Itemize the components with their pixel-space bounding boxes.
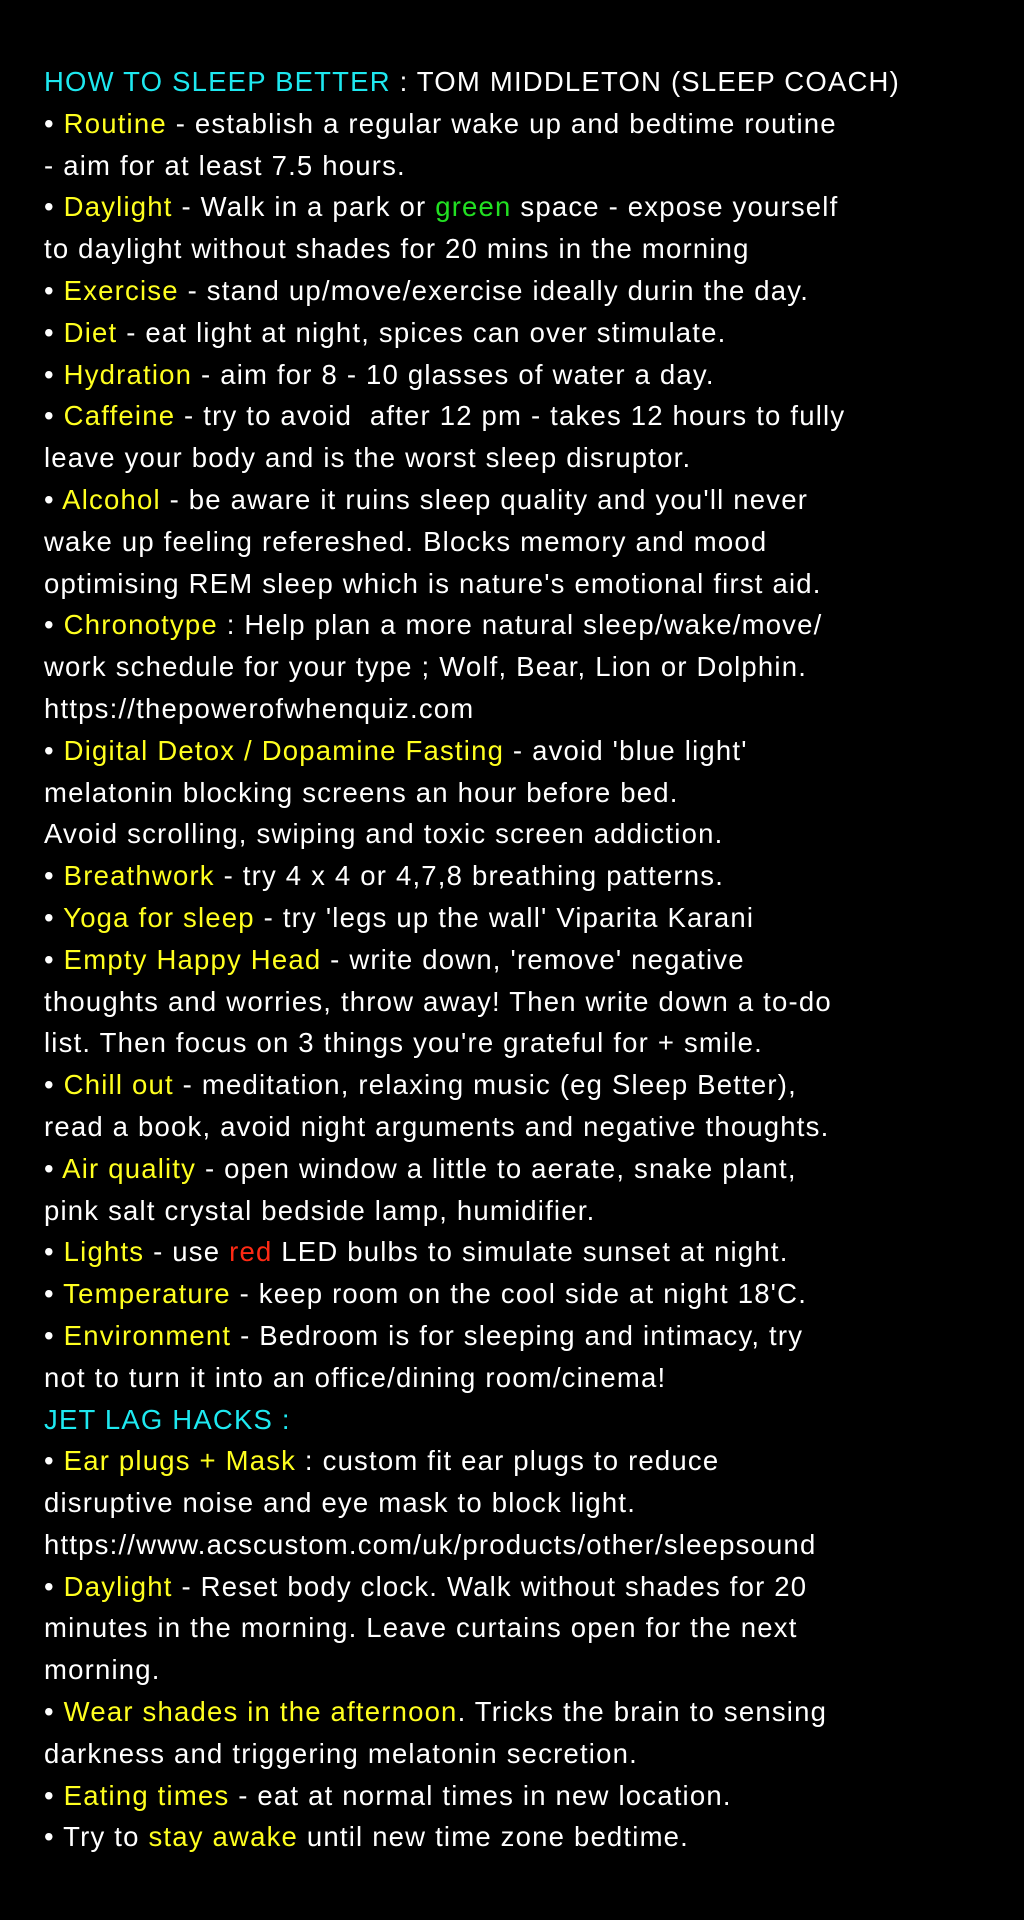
text-segment: LED bulbs to simulate sunset at night. xyxy=(272,1236,789,1268)
text-line xyxy=(44,1816,1004,1858)
text-line xyxy=(44,1315,1004,1357)
text-segment: - write down, 'remove' negative xyxy=(321,943,745,975)
text-segment: • xyxy=(44,1696,64,1728)
text-line xyxy=(44,61,1004,103)
text-segment: . Tricks the brain to sensing xyxy=(457,1696,828,1728)
text-segment: • xyxy=(44,358,64,390)
text-segment: • xyxy=(44,274,64,306)
tip-keyword: Daylight xyxy=(63,191,173,223)
tip-keyword: Chill out xyxy=(63,1069,174,1101)
text-segment: - stand up/move/exercise ideally durin the day. xyxy=(178,274,810,306)
text-line xyxy=(44,1022,1004,1064)
tip-keyword: Breathwork xyxy=(63,860,215,892)
text-line xyxy=(44,730,1004,772)
sleep-tips-document xyxy=(44,61,1004,1858)
text-segment: to daylight without shades for 20 mins in the morning xyxy=(44,233,750,265)
text-line xyxy=(44,1649,1004,1691)
section-heading: HOW TO SLEEP BETTER xyxy=(44,66,391,97)
text-segment: • xyxy=(44,943,64,975)
text-segment: space - expose yourself xyxy=(511,191,839,223)
text-line xyxy=(44,939,1004,981)
text-segment: • xyxy=(44,1570,64,1602)
text-segment: • xyxy=(44,400,64,432)
text-segment: - open window a little to aerate, snake plant, xyxy=(196,1152,797,1184)
tip-keyword: Hydration xyxy=(63,358,193,390)
text-line xyxy=(44,813,1004,855)
text-line xyxy=(44,1106,1004,1148)
text-line xyxy=(44,186,1004,228)
text-line xyxy=(44,1440,1004,1482)
text-segment: disruptive noise and eye mask to block light. xyxy=(44,1487,637,1519)
text-segment: https://www.acscustom.com/uk/products/other/sleepsound xyxy=(44,1528,817,1560)
tip-keyword: Exercise xyxy=(63,274,179,306)
text-segment: leave your body and is the worst sleep disruptor. xyxy=(44,442,692,474)
text-segment: : Help plan a more natural sleep/wake/move/ xyxy=(217,609,823,641)
text-line xyxy=(44,479,1004,521)
text-segment: • xyxy=(44,1779,64,1811)
tip-keyword: Alcohol xyxy=(62,483,161,515)
text-line xyxy=(44,604,1004,646)
text-line xyxy=(44,437,1004,479)
text-segment: • xyxy=(44,1319,64,1351)
text-segment: - be aware it ruins sleep quality and you'll never xyxy=(160,483,809,515)
text-segment: • xyxy=(44,107,64,139)
text-line xyxy=(44,1775,1004,1817)
text-segment: - Walk in a park or xyxy=(172,191,436,223)
text-segment: Avoid scrolling, swiping and toxic screen addiction. xyxy=(44,818,724,850)
text-line xyxy=(44,395,1004,437)
text-segment: work schedule for your type ; Wolf, Bear, Lion or Dolphin. xyxy=(44,651,808,683)
text-segment: • xyxy=(44,191,64,223)
text-segment: morning. xyxy=(44,1654,161,1686)
tip-keyword: Yoga for sleep xyxy=(63,901,255,933)
tip-keyword: Caffeine xyxy=(63,400,176,432)
text-line xyxy=(44,1273,1004,1315)
text-segment: - meditation, relaxing music (eg Sleep Better), xyxy=(173,1069,797,1101)
text-line xyxy=(44,1482,1004,1524)
tip-keyword: Empty Happy Head xyxy=(63,943,322,975)
tip-keyword: stay awake xyxy=(148,1821,299,1853)
tip-keyword: Wear shades in the afternoon xyxy=(63,1696,458,1728)
text-line xyxy=(44,354,1004,396)
tip-keyword: Daylight xyxy=(63,1570,173,1602)
text-line xyxy=(44,1566,1004,1608)
text-segment: - establish a regular wake up and bedtime routine xyxy=(166,107,837,139)
text-line xyxy=(44,1691,1004,1733)
text-segment: thoughts and worries, throw away! Then write down a to-do xyxy=(44,985,832,1017)
text-segment: - try 4 x 4 or 4,7,8 breathing patterns. xyxy=(214,860,725,892)
text-line xyxy=(44,1064,1004,1106)
text-line xyxy=(44,1607,1004,1649)
text-line xyxy=(44,103,1004,145)
text-line xyxy=(44,1148,1004,1190)
text-line xyxy=(44,145,1004,187)
text-line xyxy=(44,1190,1004,1232)
highlight-green-word: green xyxy=(435,191,512,223)
text-segment: until new time zone bedtime. xyxy=(298,1821,690,1853)
text-segment: • xyxy=(44,734,64,766)
text-segment: • xyxy=(44,1152,63,1184)
text-segment: • xyxy=(44,609,64,641)
text-segment: minutes in the morning. Leave curtains open for the next xyxy=(44,1612,798,1644)
text-line xyxy=(44,563,1004,605)
text-segment: - try to avoid after 12 pm - takes 12 hours to fully xyxy=(175,400,846,432)
text-line xyxy=(44,772,1004,814)
text-segment: melatonin blocking screens an hour before bed. xyxy=(44,776,679,808)
text-segment: • Try to xyxy=(44,1821,149,1853)
text-segment: - Reset body clock. Walk without shades for 20 xyxy=(172,1570,808,1602)
text-segment: - eat light at night, spices can over stimulate. xyxy=(117,316,727,348)
text-line xyxy=(44,981,1004,1023)
tip-keyword: Air quality xyxy=(62,1152,197,1184)
text-line xyxy=(44,1733,1004,1775)
text-segment: • xyxy=(44,1278,64,1310)
tip-keyword: Digital Detox / Dopamine Fasting xyxy=(63,734,505,766)
text-segment: • xyxy=(44,316,64,348)
tip-keyword: Lights xyxy=(63,1236,145,1268)
text-segment: pink salt crystal bedside lamp, humidifier. xyxy=(44,1194,596,1226)
highlight-red-word: red xyxy=(229,1236,273,1268)
text-segment: • xyxy=(44,860,64,892)
text-line xyxy=(44,1357,1004,1399)
text-segment: : TOM MIDDLETON (SLEEP COACH) xyxy=(390,66,900,97)
tip-keyword: Environment xyxy=(63,1319,232,1351)
text-segment: list. Then focus on 3 things you're grateful for + smile. xyxy=(44,1027,763,1059)
text-segment: - keep room on the cool side at night 18'C. xyxy=(230,1278,808,1310)
text-line xyxy=(44,312,1004,354)
text-line xyxy=(44,1524,1004,1566)
text-line xyxy=(44,855,1004,897)
text-segment: not to turn it into an office/dining room/cinema! xyxy=(44,1361,667,1393)
text-line xyxy=(44,1399,1004,1441)
text-line xyxy=(44,646,1004,688)
text-segment: darkness and triggering melatonin secretion. xyxy=(44,1737,638,1769)
tip-keyword: Routine xyxy=(63,107,167,139)
text-segment: https://thepowerofwhenquiz.com xyxy=(44,692,475,724)
text-segment: • xyxy=(44,1445,64,1477)
section-heading: JET LAG HACKS : xyxy=(44,1403,291,1435)
text-segment: - use xyxy=(144,1236,230,1268)
text-segment: : custom fit ear plugs to reduce xyxy=(296,1445,720,1477)
text-segment: read a book, avoid night arguments and negative thoughts. xyxy=(44,1110,830,1142)
text-line xyxy=(44,1231,1004,1273)
tip-keyword: Diet xyxy=(63,316,118,348)
text-line xyxy=(44,688,1004,730)
text-line xyxy=(44,228,1004,270)
tip-keyword: Temperature xyxy=(63,1278,231,1310)
tip-keyword: Ear plugs + Mask xyxy=(63,1445,297,1477)
text-segment: • xyxy=(44,901,64,933)
text-line xyxy=(44,270,1004,312)
text-segment: - try 'legs up the wall' Viparita Karani xyxy=(254,901,755,933)
text-segment: • xyxy=(44,1069,64,1101)
text-segment: - Bedroom is for sleeping and intimacy, try xyxy=(231,1319,804,1351)
text-segment: • xyxy=(44,1236,64,1268)
text-segment: wake up feeling refereshed. Blocks memory and mood xyxy=(44,525,768,557)
text-line xyxy=(44,897,1004,939)
tip-keyword: Chronotype xyxy=(63,609,218,641)
text-line xyxy=(44,521,1004,563)
text-segment: • xyxy=(44,483,63,515)
text-segment: optimising REM sleep which is nature's emotional first aid. xyxy=(44,567,822,599)
text-segment: - aim for 8 - 10 glasses of water a day. xyxy=(192,358,715,390)
text-segment: - avoid 'blue light' xyxy=(504,734,748,766)
tip-keyword: Eating times xyxy=(63,1779,230,1811)
text-segment: - eat at normal times in new location. xyxy=(229,1779,732,1811)
text-segment: - aim for at least 7.5 hours. xyxy=(44,149,406,181)
